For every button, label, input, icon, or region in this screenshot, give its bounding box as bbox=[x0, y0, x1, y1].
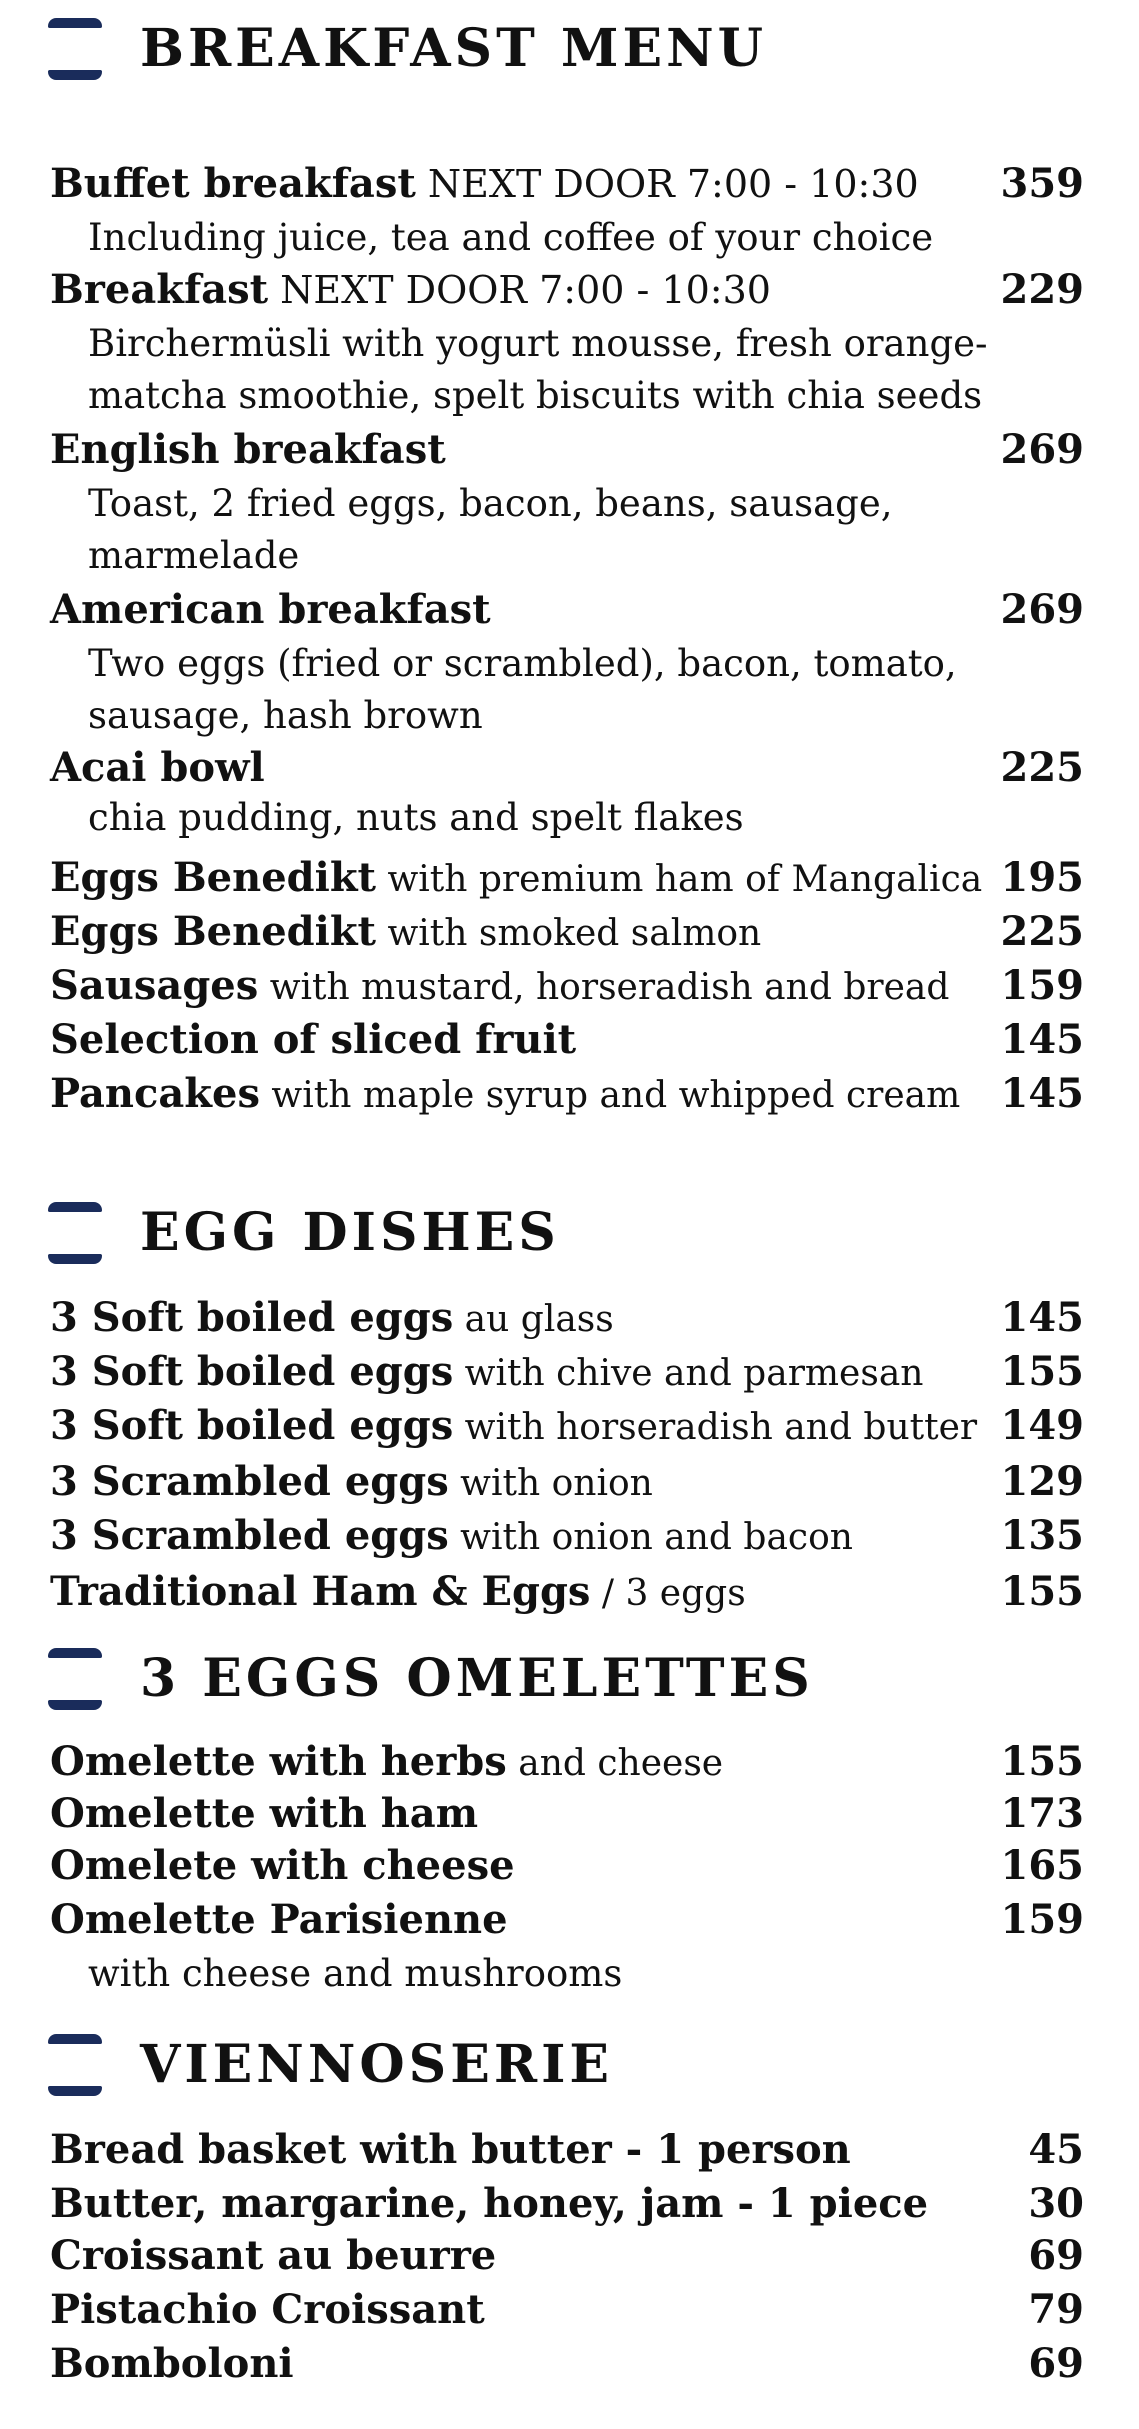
item-name: Acai bowl bbox=[50, 744, 265, 791]
item-name: Traditional Ham & Eggs bbox=[50, 1568, 591, 1615]
item-name: Omelette with ham bbox=[50, 1790, 479, 1837]
item-price: 149 bbox=[1000, 1402, 1084, 1449]
item-name: Pancakes bbox=[50, 1070, 260, 1117]
item-detail: with maple syrup and whipped cream bbox=[259, 1075, 961, 1116]
item-detail: with chive and parmesan bbox=[453, 1353, 924, 1394]
menu-item bbox=[50, 1014, 1084, 1066]
menu-item bbox=[50, 584, 1084, 636]
menu-item bbox=[50, 1456, 1084, 1508]
item-description: Two eggs (fried or scrambled), bacon, tomato, bbox=[88, 642, 957, 685]
item-price: 129 bbox=[1000, 1458, 1084, 1505]
item-description: marmelade bbox=[88, 534, 300, 577]
item-detail: with onion bbox=[448, 1463, 653, 1504]
section-header-omelettes bbox=[48, 1648, 1048, 1710]
item-name: Bread basket with butter - 1 person bbox=[50, 2126, 851, 2173]
item-detail: NEXT DOOR 7:00 - 10:30 bbox=[415, 162, 919, 206]
menu-item bbox=[50, 1566, 1084, 1618]
menu-item bbox=[50, 2124, 1084, 2176]
item-price: 165 bbox=[1000, 1842, 1084, 1889]
item-name: Eggs Benedikt bbox=[50, 908, 377, 955]
item-name: Omelete with cheese bbox=[50, 1842, 515, 1889]
item-price: 45 bbox=[1028, 2126, 1084, 2173]
section-header-breakfast bbox=[48, 18, 1048, 80]
item-detail: / 3 eggs bbox=[590, 1573, 746, 1614]
item-name: 3 Soft boiled eggs bbox=[50, 1402, 454, 1449]
item-description: Birchermüsli with yogurt mousse, fresh orange- bbox=[88, 322, 988, 365]
item-description: with cheese and mushrooms bbox=[88, 1952, 623, 1995]
section-emblem-icon bbox=[48, 1648, 102, 1710]
item-description: matcha smoothie, spelt biscuits with chia seeds bbox=[88, 374, 983, 417]
menu-item bbox=[50, 742, 1084, 794]
section-header-egg-dishes bbox=[48, 1202, 1048, 1264]
item-price: 69 bbox=[1028, 2340, 1084, 2387]
menu-item bbox=[50, 1068, 1084, 1120]
item-description: chia pudding, nuts and spelt flakes bbox=[88, 796, 744, 839]
menu-item bbox=[50, 960, 1084, 1012]
item-price: 79 bbox=[1028, 2286, 1084, 2333]
menu-item bbox=[50, 424, 1084, 476]
menu-item bbox=[50, 1788, 1084, 1840]
item-name: Omelette with herbs bbox=[50, 1738, 507, 1785]
item-name: 3 Soft boiled eggs bbox=[50, 1294, 454, 1341]
menu-item bbox=[50, 1346, 1084, 1398]
item-price: 145 bbox=[1000, 1016, 1084, 1063]
item-detail: au glass bbox=[453, 1299, 614, 1340]
item-price: 173 bbox=[1000, 1790, 1084, 1837]
menu-item bbox=[50, 2284, 1084, 2336]
menu-item bbox=[50, 2230, 1084, 2282]
item-detail: with mustard, horseradish and bread bbox=[258, 967, 950, 1008]
section-title: EGG DISHES bbox=[140, 1202, 560, 1263]
item-price: 145 bbox=[1000, 1294, 1084, 1341]
menu-item bbox=[50, 264, 1084, 316]
item-name: Buffet breakfast bbox=[50, 160, 416, 207]
item-name: Omelette Parisienne bbox=[50, 1896, 508, 1943]
item-detail: with horseradish and butter bbox=[453, 1407, 978, 1448]
item-price: 155 bbox=[1000, 1568, 1084, 1615]
item-price: 195 bbox=[1000, 854, 1084, 901]
section-emblem-icon bbox=[48, 2034, 102, 2096]
item-price: 155 bbox=[1000, 1348, 1084, 1395]
item-price: 359 bbox=[1000, 160, 1084, 207]
item-name: English breakfast bbox=[50, 426, 446, 473]
section-title: VIENNOSERIE bbox=[140, 2034, 614, 2095]
section-title: BREAKFAST MENU bbox=[140, 18, 767, 79]
item-name: Butter, margarine, honey, jam - 1 piece bbox=[50, 2180, 929, 2227]
menu-item bbox=[50, 1510, 1084, 1562]
item-description: Toast, 2 fried eggs, bacon, beans, sausage, bbox=[88, 482, 893, 525]
item-detail: with smoked salmon bbox=[376, 913, 762, 954]
menu-item bbox=[50, 1400, 1084, 1452]
item-price: 225 bbox=[1000, 744, 1084, 791]
menu-item bbox=[50, 1894, 1084, 1946]
menu-item bbox=[50, 852, 1084, 904]
item-price: 30 bbox=[1028, 2180, 1084, 2227]
item-price: 145 bbox=[1000, 1070, 1084, 1117]
item-name: 3 Scrambled eggs bbox=[50, 1458, 449, 1505]
item-name: Sausages bbox=[50, 962, 259, 1009]
item-name: Croissant au beurre bbox=[50, 2232, 497, 2279]
item-price: 269 bbox=[1000, 586, 1084, 633]
item-detail: and cheese bbox=[506, 1743, 724, 1784]
menu-item bbox=[50, 1736, 1084, 1788]
item-price: 135 bbox=[1000, 1512, 1084, 1559]
item-name: Selection of sliced fruit bbox=[50, 1016, 577, 1063]
section-header-viennoserie bbox=[48, 2034, 1048, 2096]
item-price: 225 bbox=[1000, 908, 1084, 955]
item-price: 269 bbox=[1000, 426, 1084, 473]
item-description: sausage, hash brown bbox=[88, 694, 483, 737]
item-name: Breakfast bbox=[50, 266, 269, 313]
item-name: 3 Scrambled eggs bbox=[50, 1512, 449, 1559]
item-detail: with onion and bacon bbox=[448, 1517, 853, 1558]
menu-item bbox=[50, 2178, 1084, 2230]
item-price: 155 bbox=[1000, 1738, 1084, 1785]
menu-item bbox=[50, 906, 1084, 958]
item-description: Including juice, tea and coffee of your choice bbox=[88, 216, 934, 259]
item-name: Pistachio Croissant bbox=[50, 2286, 485, 2333]
menu-item bbox=[50, 158, 1084, 210]
section-title: 3 EGGS OMELETTES bbox=[140, 1648, 814, 1709]
item-price: 229 bbox=[1000, 266, 1084, 313]
item-detail: with premium ham of Mangalica bbox=[376, 859, 983, 900]
menu-item bbox=[50, 2338, 1084, 2390]
item-name: 3 Soft boiled eggs bbox=[50, 1348, 454, 1395]
item-name: American breakfast bbox=[50, 586, 491, 633]
item-price: 159 bbox=[1000, 962, 1084, 1009]
item-name: Bomboloni bbox=[50, 2340, 294, 2387]
item-detail: NEXT DOOR 7:00 - 10:30 bbox=[268, 268, 771, 312]
menu-item bbox=[50, 1840, 1084, 1892]
menu-item bbox=[50, 1292, 1084, 1344]
item-name: Eggs Benedikt bbox=[50, 854, 377, 901]
section-emblem-icon bbox=[48, 18, 102, 80]
item-price: 159 bbox=[1000, 1896, 1084, 1943]
section-emblem-icon bbox=[48, 1202, 102, 1264]
item-price: 69 bbox=[1028, 2232, 1084, 2279]
